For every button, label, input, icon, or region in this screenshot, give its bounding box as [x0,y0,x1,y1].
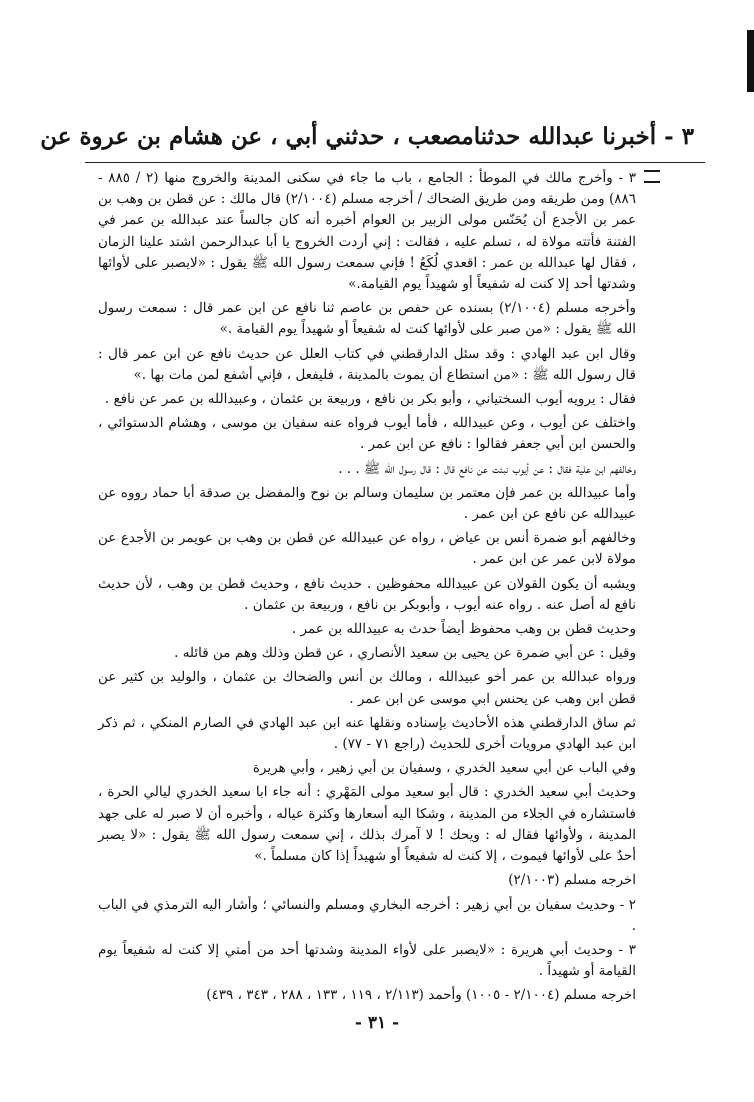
footnote-paragraph: اخرجه مسلم (٢/١٠٠٣) [508,872,636,889]
footnote-paragraph: ثم ساق الدارقطني هذه الأحاديث بإسناده ونقلها عنه ابن عبد الهادي في الصارم المنكي ، ثم ذكر ابن عبد الهادي مرويات أخرى للحديث (راجع ٧١ - ٧٧) . [98,714,636,753]
footnote-paragraph: ٢ - وحديث سفيان بن أبي زهير : أخرجه البخاري ومسلم والنسائي ؛ وأشار اليه الترمذي في الباب . [98,896,636,934]
footnote-marker-icon [644,170,660,183]
footnote-paragraph: وخالفهم ابن علية فقال : عن أيوب نبئت عن نافع قال : قال رسول الله ﷺ . . . [338,460,636,477]
page-number: - ٣١ - [354,1013,400,1033]
footnote-paragraph: وقال ابن عبد الهادي : وقد سئل الدارقطني في كتاب العلل عن حديث نافع عن ابن عمر قال : قال رسول الله ﷺ : «من استطاع أن يموت بالمدينة ، فليفعل ، فإني أشفع لمن مات بها .» [98,345,636,383]
footnote-paragraph: ورواه عبدالله بن عمر أخو عبيدالله ، ومالك بن أنس والضحاك بن عثمان ، والوليد بن كثير عن قطن ابن وهب عن يحنس ابي موسى عن ابن عمر . [98,669,636,707]
footnote-paragraph: وقيل : عن أبي ضمرة عن يحيى بن سعيد الأنصاري ، عن قطن وذلك وهم من قائله . [174,645,636,662]
footnote-paragraph: واختلف عن أيوب ، وعن عبيدالله ، فأما أيوب فرواه عنه سفيان بن موسى ، وهشام الدستوائي ، والحسن ابن أبي جعفر فقالوا : نافع عن ابن عمر . [98,415,636,453]
footnote-paragraph: وحديث أبي سعيد الخدري : قال أبو سعيد مولى المَهْري : أنه جاء ابا سعيد الخدري ليالي الحرة ، فاستشاره في الجلاء من المدينة ، وشكا اليه أسعارها وكثرة عياله ، وأخبره أن لا صبر له على جهد المدينة ، ولأوائها فقال له : ويحك ! لا آمرك بذلك ، إني سمعت رسول الله ﷺ يقول : «لا يصبر أحدٌ على لأوائها فيموت ، إلا كنت له شفيعاً أو شهيداً إذا كان مسلماً .» [98,784,636,865]
footnotes [98,168,636,1010]
footnote-paragraph: فقال : يرويه أيوب السختياني ، وأبو بكر بن نافع ، وربيعة بن عثمان ، وعبيدالله بن عمر عن نافع . [104,391,636,408]
footnote-paragraph: ٣ - وحديث أبي هريرة : «لايصبر على لأواء المدينة وشدتها أحد من أمتي إلا كنت له شفيعاً يوم القيامة أو شهيداً . [98,941,636,980]
footnote-paragraph: وحديث قطن بن وهب محفوظ أيضاً حدث به عبيدالله بن عمر . [291,621,636,638]
footnote-paragraph: وفي الباب عن أبي سعيد الخدري ، وسفيان بن أبي زهير ، وأبي هريرة [252,760,636,777]
footnote-paragraph: وأخرجه مسلم (٢/١٠٠٤) بسنده عن حفص بن عاصم ثنا نافع عن ابن عمر قال : سمعت رسول الله ﷺ يقول : «من صبر على لأوائها كنت له شفيعاً أو شهيداً يوم القيامة .» [98,300,636,338]
footnote-paragraph: وأما عبيدالله بن عمر فإن معتمر بن سليمان وسالم بن نوح والمفضل بن صدقة أبا حماد رووه عن عبيدالله عن نافع عن ابن عمر . [98,484,636,523]
heading-rule [85,162,705,163]
footnote-paragraph: ٣ - وأخرج مالك في الموطأ : الجامع ، باب ما جاء في سكنى المدينة والخروج منها (٢ / ٨٨٥ - ٨٨٦) ومن طريقه ومن طريق الضحاك / أخرجه مسلم (٢/١٠٠٤) قال مالك : عن قطن بن وهب بن عمر بن الأجدع أن يُحَنّس مولى الزبير بن العوام أخبره أنه كان جالساً عند عبدالله بن عمر في الفتنة فأتته مولاة له ، تسلم عليه ، فقالت : إني أردت الخروج يا أبا عبدالرحمن اشتد علينا الزمان ، فقال لها عبدالله بن عمر : اقعدي لُكَعُ ! فإني سمعت رسول الله ﷺ يقول : «لايصبر على لأوائها وشدتها أحد إلا كنت له شفيعاً أو شهيداً يوم القيامة.» [98,170,636,293]
page-edge-mark [747,30,754,92]
footnote-paragraph: وخالفهم أبو ضمرة أنس بن عياض ، رواه عن عبيدالله عن قطن بن وهب بن عويمر بن الأجدع عن مولاة لابن عمر عن ابن عمر . [98,530,636,568]
page-heading: ٣ - أخبرنا عبدالله حدثنامصعب ، حدثني أبي ، عن هشام بن عروة عن [40,123,694,150]
footnote-paragraph: اخرجه مسلم (٢/١٠٠٤ - ١٠٠٥) وأحمد (٢/١١٣ ، ١١٩ ، ١٣٣ ، ٢٨٨ ، ٣٤٣ ، ٤٣٩) [206,987,636,1004]
footnote-paragraph: ويشبه أن يكون القولان عن عبيدالله محفوظين . حديث نافع ، وحديث قطن بن وهب ، لأن حديث نافع له أصل عنه . رواه عنه أيوب ، وأبوبكر بن نافع ، وربيعة بن عثمان . [98,575,636,613]
